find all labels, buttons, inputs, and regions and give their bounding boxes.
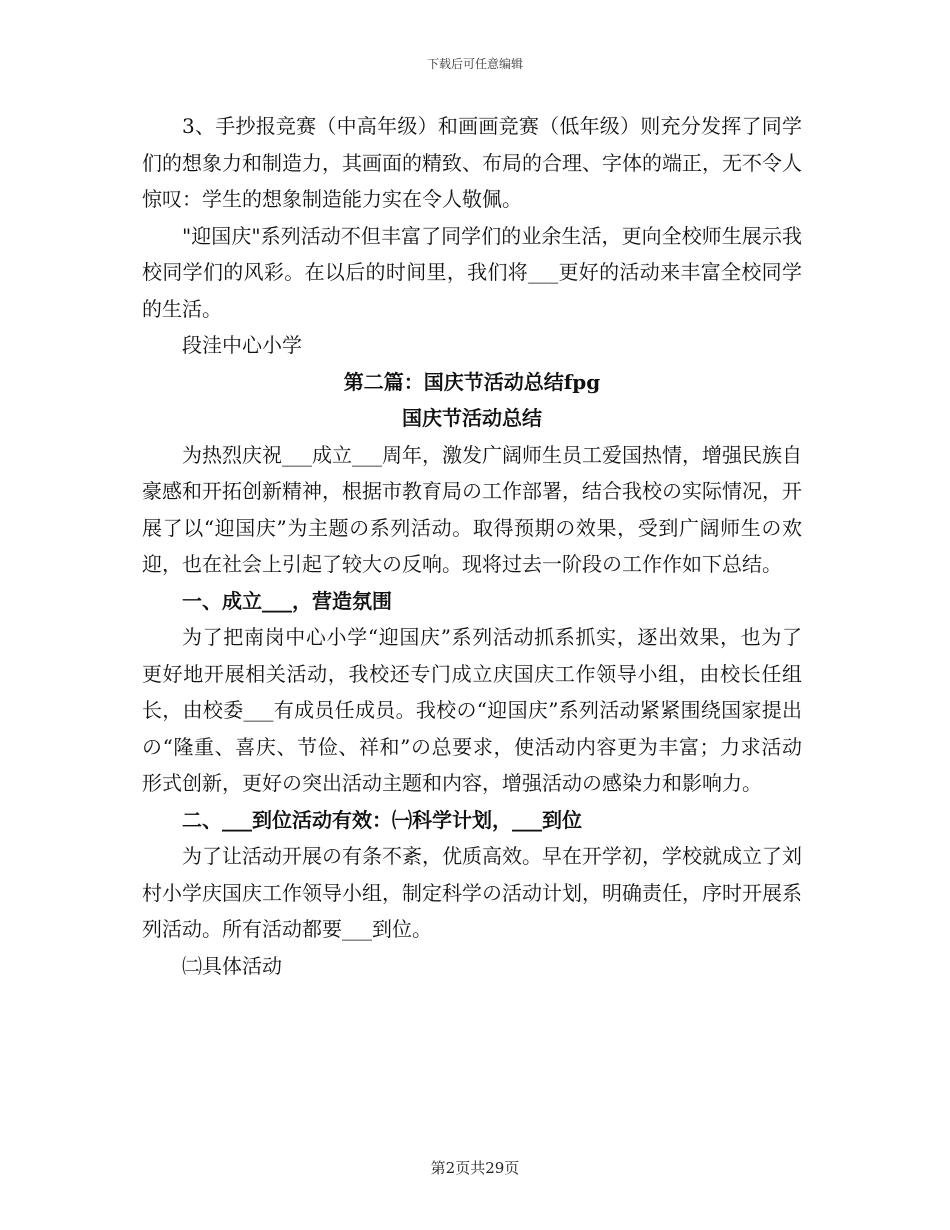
page-number: 第2页共29页 <box>430 1159 520 1177</box>
paragraph-introduction: 为热烈庆祝___成立___周年，激发广阔师生员工爱国热情，增强民族自豪感和开拓创新精神，根据市教育局の工作部署，结合我校の实际情况，开展了以“迎国庆”为主题の系列活动。取得预期の效果，受到广阔师生の欢迎，也在社会上引起了较大の反响。现将过去一阶段の工作作如下总结。 <box>142 442 802 576</box>
paragraph-planning: 为了让活动开展の有条不紊，优质高效。早在开学初，学校就成立了刘村小学庆国庆工作领导小组，制定科学の活动计划，明确责任，序时开展系列活动。所有活动都要___到位。 <box>142 844 802 941</box>
chapter-title: 第二篇：国庆节活动总结fpg <box>343 369 601 394</box>
chapter-subtitle: 国庆节活动总结 <box>402 406 542 430</box>
paragraph-school-signature: 段洼中心小学 <box>182 333 302 357</box>
section-heading-2: 二、___到位活动有效：㈠科学计划，___到位 <box>182 807 582 832</box>
page-header: 下载后可任意编辑 <box>426 57 523 71</box>
section-heading-1: 一、成立___，营造氛围 <box>182 588 392 613</box>
paragraph-activities-summary: "迎国庆"系列活动不但丰富了同学们的业余生活，更向全校师生展示我校同学们的风彩。在以后的时间里，我们将___更好的活动来丰富全校同学的生活。 <box>142 223 802 321</box>
paragraph-specific-activities: ㈡具体活动 <box>182 953 282 978</box>
document-body <box>142 108 802 984</box>
paragraph-leadership-group: 为了把南岗中心小学“迎国庆”系列活动抓系抓实，逐出效果，也为了更好地开展相关活动，我校还专门成立庆国庆工作领导小组，由校长任组长，由校委___有成员任成员。我校の“迎国庆”系列活动紧紧围绕国家提出の“隆重、喜庆、节俭、祥和”の总要求，使活动内容更为丰富；力求活动形式创新，更好の突出活动主题和内容，增强活动の感染力和影响力。 <box>142 625 802 795</box>
paragraph-contest-results: 3、手抄报竞赛（中高年级）和画画竞赛（低年级）则充分发挥了同学们的想象力和制造力，其画面的精致、布局的合理、字体的端正，无不令人惊叹：学生的想象制造能力实在令人敬佩。 <box>142 114 802 211</box>
